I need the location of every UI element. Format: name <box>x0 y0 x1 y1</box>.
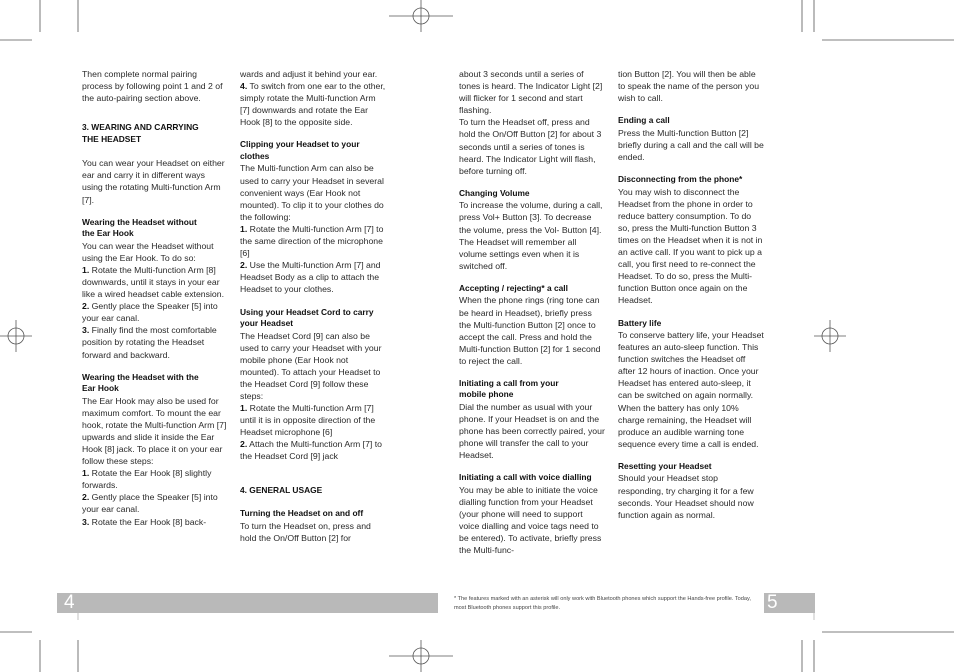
subheading: Accepting / rejecting* a call <box>459 282 568 293</box>
paragraph: Then complete normal pairing process by following point 1 and 2 of the auto-pairing section above. <box>82 69 223 104</box>
step-1: 1. Rotate the Multi-function Arm [7] until it is in opposite direction of the Headset microphone [6] <box>240 403 376 438</box>
subheading: Changing Volume <box>459 187 530 198</box>
page-number-right: 5 <box>767 592 778 613</box>
column-3 <box>459 68 605 557</box>
column-4 <box>618 68 764 532</box>
paragraph: Dial the number as usual with your phone. If your Headset is on and the phone has been correctly paired, your phone will transfer the call to your Headset. <box>459 401 605 461</box>
subheading: Disconnecting from the phone* <box>618 174 743 185</box>
step-1: 1. Rotate the Multi-function Arm [7] to the same direction of the microphone [6] <box>240 223 384 259</box>
page-number-bar-left <box>57 593 438 613</box>
paragraph: To turn the Headset off, press and hold the On/Off Button [2] for about 3 seconds until a series of tones is heard. The Indicator Light will flash, before turning off. <box>459 117 602 176</box>
subheading: Resetting your Headset <box>618 460 712 471</box>
paragraph: When the phone rings (ring tone can be heard in Headset), briefly press the Multi-function Button [2] once to accept the call. Press and hold the Multi-function Button [2] for 1 second to reject the call. <box>459 295 601 366</box>
step-2: 2. Attach the Multi-function Arm [7] to the Headset Cord [9] jack <box>240 439 382 462</box>
subheading: Battery life <box>618 317 662 328</box>
subheading: Using your Headset Cord to carry your Headset <box>240 306 374 328</box>
paragraph: You can wear the Headset without using the Ear Hook. To do so: <box>82 240 214 263</box>
paragraph: To turn the Headset on, press and hold the On/Off Button [2] for <box>240 520 371 543</box>
subheading: Wearing the Headset without the Ear Hook <box>82 216 197 239</box>
step-4: 4. To switch from one ear to the other, simply rotate the Multi-function Arm [7] downwards and rotate the Ear Hook [8] to the opposite side. <box>240 81 386 128</box>
step-2: 2. Gently place the Speaker [5] into your ear canal. <box>82 301 218 324</box>
step-1: 1. Rotate the Ear Hook [8] slightly forwards. <box>82 468 212 491</box>
column-1 <box>82 68 228 528</box>
step-2: 2. Gently place the Speaker [5] into your ear canal. <box>82 492 218 515</box>
step-2: 2. Use the Multi-function Arm [7] and Headset Body as a clip to attach the Headset to your clothes. <box>240 260 381 295</box>
subheading: Turning the Headset on and off <box>240 508 364 519</box>
subheading: Clipping your Headset to your clothes <box>240 139 360 161</box>
paragraph: You can wear your Headset on either ear and carry it in different ways using the rotating Multi-function Arm [7]. <box>82 158 225 205</box>
subheading: Wearing the Headset with the Ear Hook <box>82 371 199 394</box>
paragraph: wards and adjust it behind your ear. <box>240 69 378 79</box>
column-2 <box>240 68 386 544</box>
subheading: Ending a call <box>618 115 670 126</box>
paragraph: The Multi-function Arm can also be used to carry your Headset in several convenient ways (Ear Hook not mounted). To clip it to your clothes do the following: <box>240 163 384 222</box>
paragraph: tion Button [2]. You will then be able to speak the name of the person you wish to call. <box>618 69 760 104</box>
section-heading: 4. GENERAL USAGE <box>240 484 323 495</box>
paragraph: You may wish to disconnect the Headset from the phone in order to reduce battery consumption. To do so, press the Multi-function Button 3 times on the Headset when it is not in an active call. If you want to pick up a call, you first need to re-connect the Headset. To do so, press the Multi-function Button once again on the Headset. <box>618 186 763 306</box>
step-3: 3. Rotate the Ear Hook [8] back- <box>82 516 207 527</box>
paragraph: Press the Multi-function Button [2] briefly during a call and the call will be ended. <box>618 127 764 162</box>
step-3: 3. Finally find the most comfortable position by rotating the Headset forward and backward. <box>82 325 217 360</box>
subheading: Initiating a call with voice dialling <box>459 472 592 483</box>
subheading: Initiating a call from your mobile phone <box>459 377 559 400</box>
paragraph: Should your Headset stop responding, try charging it for a few seconds. Your Headset should now function again as normal. <box>618 473 754 520</box>
page-number-left: 4 <box>64 592 75 613</box>
paragraph: The Ear Hook may also be used for maximum comfort. To mount the ear hook, rotate the Multi-function Arm [7] upwards and slide it inside the Ear Hook [8] jack. To place it on your ear follow these steps: <box>82 395 227 467</box>
footnote: * The features marked with an asterisk will only work with Bluetooth phones which support the Hands-free profile. Today, most Bluetooth phones support this profile. <box>454 596 751 611</box>
paragraph: about 3 seconds until a series of tones is heard. The Indicator Light [2] will flicker for 1 second and start flashing. <box>459 69 603 116</box>
paragraph: To conserve battery life, your Headset features an auto-sleep function. This function switches the Headset off after 12 hours of inaction. Once your Headset has entered auto-sleep, it can be switched on again normally. When the battery has only 10% charge remaining, the Headset will produce an audible warning tone sequence every time a call is ended. <box>618 330 764 449</box>
paragraph: The Headset Cord [9] can also be used to carry your Headset with your mobile phone (Ear Hook not mounted). To attach your Headset to the Headset Cord [9] follow these steps: <box>240 330 382 401</box>
paragraph: To increase the volume, during a call, press Vol+ Button [3]. To decrease the volume, press the Vol- Button [4]. The Headset will remember all volume settings even when it is switched off. <box>459 200 603 271</box>
section-heading: 3. WEARING AND CARRYING THE HEADSET <box>82 122 199 144</box>
paragraph: You may be able to initiate the voice dialling function from your Headset (your phone will need to support voice dialling and voice tags need to be entered). To activate, briefly press the Multi-func- <box>459 484 602 556</box>
step-1: 1. Rotate the Multi-function Arm [8] downwards, until it stays in your ear like a wired headset cable extension. <box>82 264 224 300</box>
